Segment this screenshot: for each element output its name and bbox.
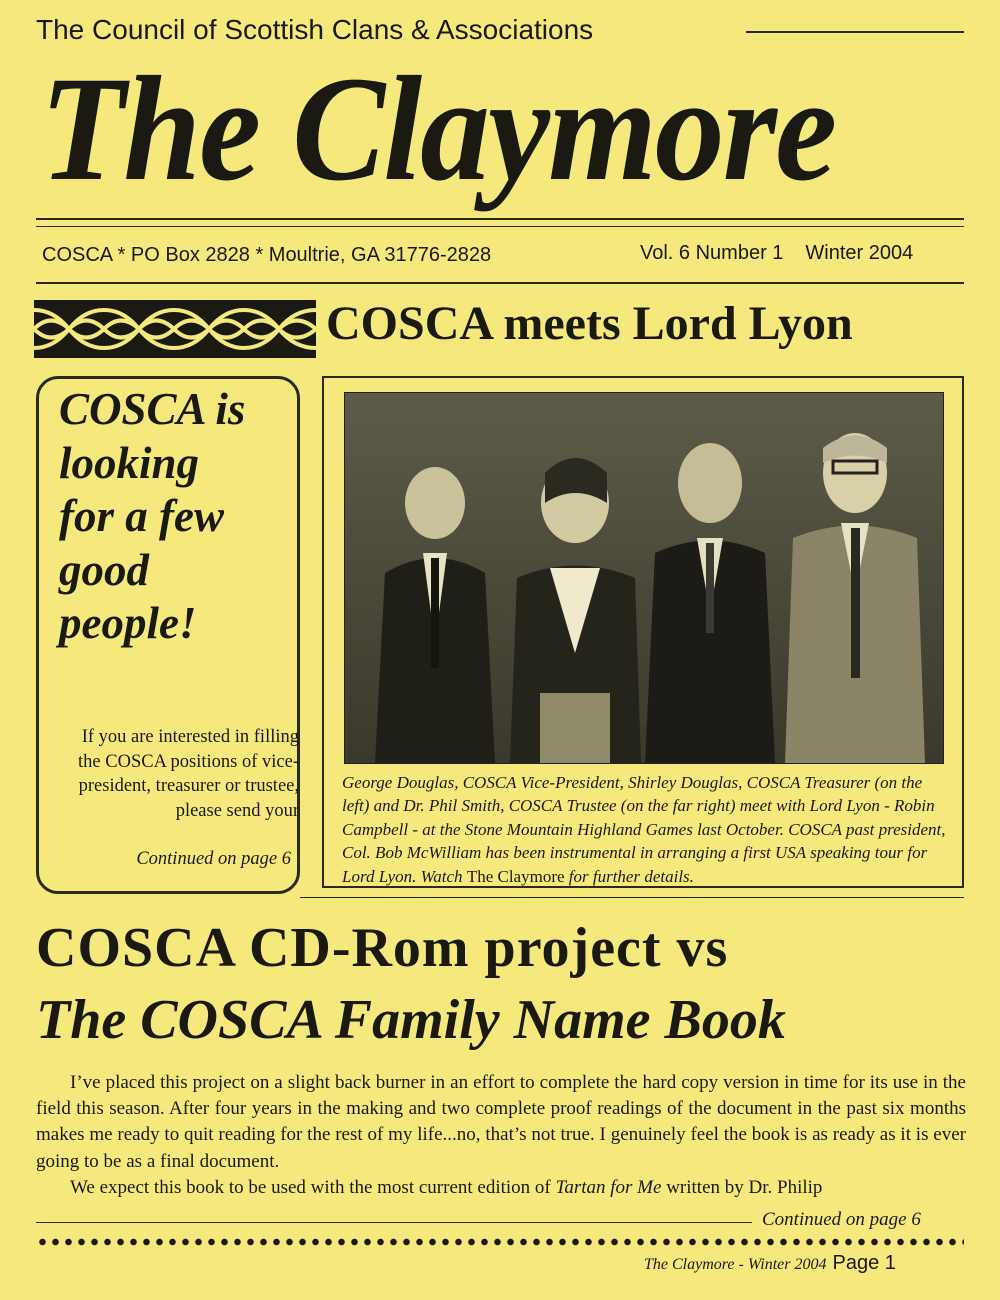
sidebar-continued: Continued on page 6	[136, 849, 291, 869]
header-rule-lower	[36, 226, 964, 227]
section-divider	[300, 897, 964, 898]
celtic-knot-icon	[34, 300, 316, 358]
feature-headline-line1: COSCA CD-Rom project vs	[36, 917, 729, 979]
sidebar-body: If you are interested in filling the COSCA positions of vice-president, treasurer or trustee, please send your	[78, 727, 299, 821]
sidebar-headline-line: for a few	[59, 491, 224, 542]
photo-caption	[342, 771, 948, 888]
sidebar-box	[36, 376, 300, 894]
caption-text: George Douglas, COSCA Vice-President, Shirley Douglas, COSCA Treasurer (on the left) and Dr. Phil Smith, COSCA Trustee (on the far right) meet with Lord Lyon - Robin Campbell - at the Stone Mountain Highland Games last October. COSCA past president, Col. Bob McWilliam has been instrumental in arranging a first USA speaking tour for Lord Lyon. Watch	[342, 773, 946, 886]
issue-season: Winter 2004	[805, 242, 914, 264]
sidebar-headline	[59, 383, 299, 651]
paragraph-text: We expect this book to be used with the most current edition of	[70, 1176, 556, 1198]
book-title: Tartan for Me	[555, 1176, 662, 1198]
footer-publication: The Claymore - Winter 2004	[644, 1256, 827, 1273]
sidebar-headline-line: COSCA is	[59, 384, 246, 434]
lead-headline: COSCA meets Lord Lyon	[326, 297, 853, 350]
sidebar-headline-line: people!	[59, 598, 197, 649]
organization-name: The Council of Scottish Clans & Associations	[36, 14, 594, 45]
header-rule-bottom	[36, 282, 964, 284]
feature-continued: Continued on page 6	[762, 1209, 921, 1230]
dotted-divider	[36, 1236, 964, 1248]
issue-info	[640, 242, 913, 265]
header-rule-top	[746, 31, 964, 33]
mailing-address: COSCA * PO Box 2828 * Moultrie, GA 31776-2828	[42, 244, 492, 266]
group-photo	[344, 392, 944, 764]
paragraph-text-end: written by Dr. Philip	[661, 1176, 823, 1198]
header-rule-upper	[36, 218, 964, 220]
feature-paragraph: I’ve placed this project on a slight back burner in an effort to complete the hard copy version in time for its use in the field this season. After four years in the making and two complete proof readings of the document in the past six months makes me ready to quit reading for the rest of my life...no, that’s not true. I genuinely feel the book is as ready as it is ever going to be as a final document.	[36, 1072, 966, 1172]
volume-number: Vol. 6 Number 1	[640, 242, 784, 264]
feature-headline-line2: The COSCA Family Name Book	[36, 989, 786, 1051]
page-number: Page 1	[832, 1252, 896, 1274]
photo-frame	[322, 376, 964, 888]
caption-newsletter-name: The Claymore	[466, 866, 565, 886]
caption-text-end: for further details.	[564, 866, 694, 886]
continued-rule	[36, 1222, 752, 1223]
feature-paragraph	[36, 1175, 966, 1201]
page-footer	[644, 1252, 896, 1275]
masthead-title: The Claymore	[40, 46, 836, 212]
feature-body	[36, 1070, 966, 1201]
sidebar-headline-line: good	[59, 544, 149, 595]
sidebar-headline-line: looking	[59, 437, 200, 488]
people-photo-icon	[345, 393, 943, 763]
